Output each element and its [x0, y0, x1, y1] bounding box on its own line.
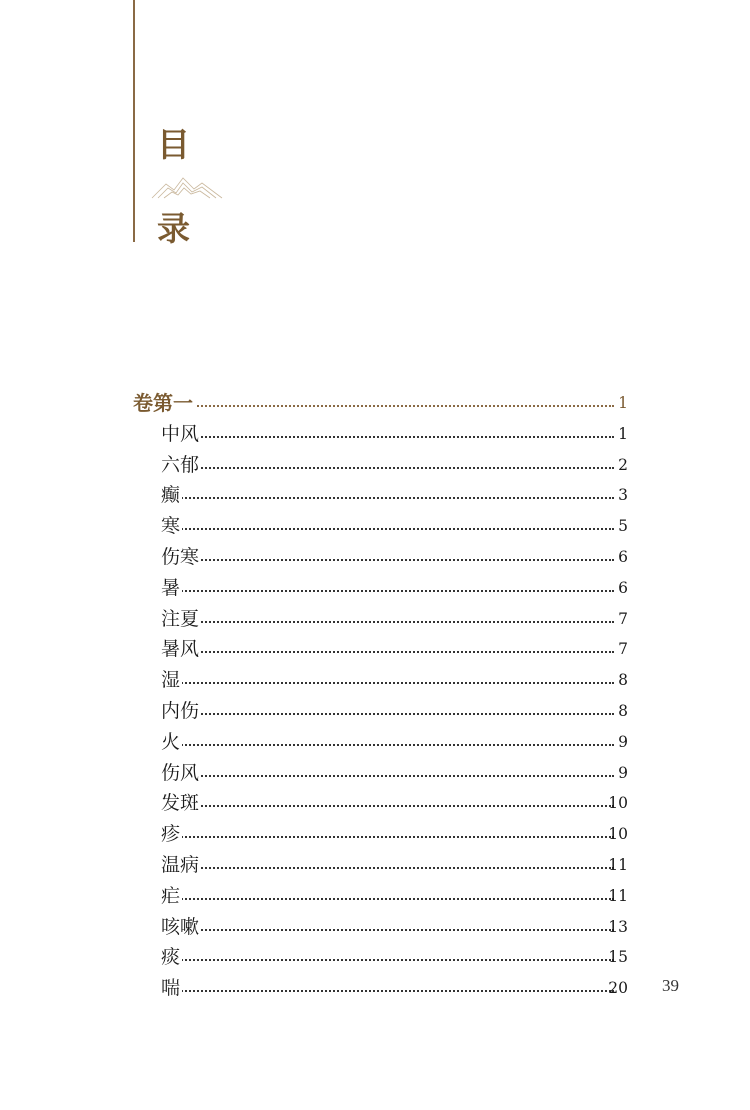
decorative-vertical-line: [133, 0, 135, 242]
mountain-ornament-icon: [150, 172, 224, 200]
toc-entry-row[interactable]: [0, 573, 750, 604]
entry-page: 8: [618, 671, 628, 690]
toc-entry-row[interactable]: [0, 942, 750, 973]
dot-leader: [162, 744, 614, 746]
dot-leader: [162, 590, 614, 592]
dot-leader: [162, 990, 614, 992]
toc-volume-row[interactable]: [0, 388, 750, 419]
entry-label: 疟: [161, 881, 182, 912]
toc-entry-row[interactable]: [0, 542, 750, 573]
toc-entry-row[interactable]: [0, 450, 750, 481]
entry-label: 寒: [161, 511, 182, 542]
toc-entry-row[interactable]: [0, 419, 750, 450]
dot-leader: [162, 713, 614, 715]
entry-label: 湿: [161, 665, 182, 696]
entry-label: 伤风: [161, 758, 201, 789]
entry-page: 7: [618, 640, 628, 659]
entry-label: 六郁: [161, 450, 201, 481]
toc-entry-row[interactable]: [0, 604, 750, 635]
toc-entry-row[interactable]: [0, 819, 750, 850]
entry-page: 11: [608, 856, 628, 874]
toc-entry-row[interactable]: [0, 850, 750, 881]
volume-label: 卷第一: [133, 388, 195, 419]
dot-leader: [162, 621, 614, 623]
entry-page: 2: [618, 455, 628, 474]
entry-label: 注夏: [161, 604, 201, 635]
entry-page: 11: [608, 886, 628, 905]
toc-entry-row[interactable]: [0, 973, 750, 1004]
toc-entry-row[interactable]: [0, 912, 750, 943]
entry-page: 3: [618, 486, 628, 505]
entry-page: 7: [618, 609, 628, 628]
toc-entry-row[interactable]: [0, 634, 750, 665]
entry-page: 20: [608, 979, 628, 998]
entry-label: 温病: [161, 850, 201, 881]
entry-label: 暑风: [161, 634, 201, 665]
entry-page: 5: [618, 517, 628, 536]
entry-label: 火: [161, 727, 182, 758]
entry-page: 10: [608, 825, 628, 844]
toc-entry-row[interactable]: [0, 696, 750, 727]
entry-label: 癫: [161, 480, 182, 511]
entry-page: 8: [618, 702, 628, 720]
entry-label: 暑: [161, 573, 182, 604]
dot-leader: [162, 651, 614, 653]
dot-leader: [162, 836, 614, 838]
toc-entry-row[interactable]: [0, 788, 750, 819]
heading-char-1: 目: [157, 125, 190, 164]
dot-leader: [162, 805, 614, 807]
toc-entry-row[interactable]: [0, 511, 750, 542]
page-number: 39: [662, 976, 679, 995]
entry-page: 9: [618, 732, 628, 751]
dot-leader: [162, 775, 614, 777]
toc-entry-row[interactable]: [0, 665, 750, 696]
entry-page: 9: [618, 763, 628, 782]
entry-page: 15: [608, 948, 628, 967]
entry-label: 咳嗽: [161, 912, 201, 943]
dot-leader: [162, 497, 614, 499]
entry-page: 6: [618, 578, 628, 597]
dot-leader: [162, 559, 614, 561]
entry-label: 喘: [161, 973, 182, 1004]
entry-label: 疹: [161, 819, 182, 850]
entry-page: 13: [608, 917, 628, 936]
dot-leader: [134, 405, 614, 407]
entry-page: 10: [608, 794, 628, 813]
entry-page: 6: [618, 548, 628, 566]
toc-entry-row[interactable]: [0, 727, 750, 758]
dot-leader: [162, 467, 614, 469]
dot-leader: [162, 898, 614, 900]
entry-label: 痰: [161, 942, 182, 973]
entry-page: 1: [618, 424, 628, 443]
entry-label: 发斑: [161, 788, 201, 819]
entry-label: 内伤: [161, 696, 201, 727]
volume-page: 1: [618, 394, 628, 412]
dot-leader: [162, 959, 614, 961]
dot-leader: [162, 929, 614, 931]
entry-label: 伤寒: [161, 542, 201, 573]
toc-entry-row[interactable]: [0, 758, 750, 789]
dot-leader: [162, 436, 614, 438]
heading-char-2: 录: [157, 209, 190, 248]
dot-leader: [162, 867, 614, 869]
entry-label: 中风: [161, 419, 201, 450]
dot-leader: [162, 528, 614, 530]
dot-leader: [162, 682, 614, 684]
toc-entry-row[interactable]: [0, 480, 750, 511]
toc-entry-row[interactable]: [0, 881, 750, 912]
